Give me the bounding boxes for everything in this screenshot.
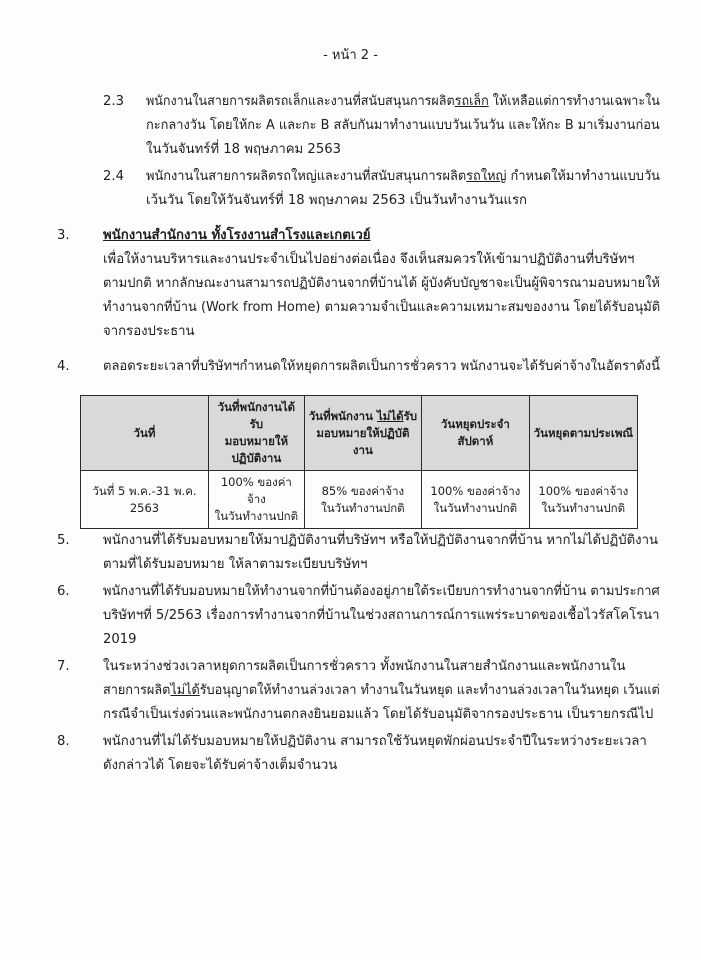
- cell-assigned-line-2: ในวันทำงานปกติ: [214, 509, 299, 523]
- header-not-assigned-text: วันที่พนักงาน: [308, 408, 377, 423]
- item-2-4-line-1-text: พนักงานในสายการผลิตรถใหญ่และงานที่สนับสนุนการผลิต: [146, 169, 467, 184]
- header-not-assigned: [304, 396, 421, 471]
- item-3-line-1: เพื่อให้งานบริหารและงานประจำเป็นไปอย่างต่อเนื่อง จึงเห็นสมควรให้เข้ามาปฏิบัติงานที่บริษัทฯ: [103, 252, 635, 267]
- item-7-line-3: กรณีจำเป็นเร่งด่วนและพนักงานตกลงยินยอมแล้ว โดยได้รับอนุมัติจากรองประธาน เป็นรายกรณีไป: [103, 707, 654, 722]
- header-not-assigned-line-1: [308, 408, 418, 425]
- table-header-row: [81, 396, 638, 471]
- header-assigned-line-2: มอบหมายให้: [224, 434, 289, 448]
- page-number: - หน้า 2 -: [323, 48, 378, 63]
- item-7-underlined-not: ไม่ได้: [170, 683, 200, 698]
- header-date: วันที่: [81, 396, 209, 471]
- item-4-number: 4.: [57, 359, 70, 374]
- item-3-number: 3.: [57, 228, 70, 243]
- item-2-3-line-1-text: พนักงานในสายการผลิตรถเล็กและงานที่สนับสนุนการผลิต: [146, 94, 455, 109]
- item-3-heading: พนักงานสำนักงาน ทั้งโรงงานสำโรงและเกตเวย์: [103, 228, 371, 243]
- item-2-3-underlined-small-car: รถเล็ก: [454, 94, 489, 109]
- cell-not-assigned-line-2: ในวันทำงานปกติ: [321, 500, 405, 515]
- header-weekly-holiday: วันหยุดประจำสัปดาห์: [422, 396, 530, 471]
- cell-traditional: [529, 471, 637, 529]
- item-2-4-line-1: [146, 169, 660, 185]
- item-2-4-line-1-rest: กำหนดให้มาทำงานแบบวัน: [506, 169, 660, 184]
- wage-rate-table: [80, 395, 638, 529]
- cell-date: วันที่ 5 พ.ค.-31 พ.ค. 2563: [81, 471, 209, 529]
- item-6-line-1: พนักงานที่ได้รับมอบหมายให้ทำงานจากที่บ้านต้องอยู่ภายใต้ระเบียบการทำงานจากที่บ้าน ตามประกาศ: [103, 584, 660, 599]
- cell-not-assigned-line-1: 85% ของค่าจ้าง: [321, 483, 405, 498]
- item-8-line-1: พนักงานที่ไม่ได้รับมอบหมายให้ปฏิบัติงาน สามารถใช้วันหยุดพักผ่อนประจำปีในระหว่างระยะเวลา: [103, 734, 647, 749]
- item-5-line-1: พนักงานที่ได้รับมอบหมายให้มาปฏิบัติงานที่บริษัทฯ หรือให้ปฏิบัติงานจากที่บ้าน หากไม่ได้ปฏิบัติงาน: [103, 533, 659, 548]
- item-6-number: 6.: [57, 584, 70, 599]
- item-7-number: 7.: [57, 659, 70, 674]
- item-7-line-2: [103, 683, 660, 699]
- cell-traditional-line-2: ในวันทำงานปกติ: [541, 500, 626, 515]
- item-3-line-3: ทำงานจากที่บ้าน (Work from Home) ตามความจำเป็นและความเหมาะสมของงาน โดยได้รับอนุมัติ: [103, 300, 661, 315]
- cell-assigned: [208, 471, 304, 529]
- item-2-3-line-1-rest: ให้เหลือแต่การทำงานเฉพาะใน: [488, 94, 660, 109]
- item-5-line-2: ตามที่ได้รับมอบหมาย ให้ลาตามระเบียบบริษัทฯ: [103, 557, 368, 572]
- table-row: [81, 471, 638, 529]
- item-7-line-1: ในระหว่างช่วงเวลาหยุดการผลิตเป็นการชั่วคราว ทั้งพนักงานในสายสำนักงานและพนักงานใน: [103, 659, 626, 674]
- cell-traditional-line-1: 100% ของค่าจ้าง: [538, 483, 629, 498]
- header-traditional-holiday: วันหยุดตามประเพณี: [529, 396, 637, 471]
- item-2-4-underlined-large-car: รถใหญ่: [466, 169, 507, 184]
- header-not-assigned-line-2: มอบหมายให้ปฏิบัติงาน: [316, 425, 410, 457]
- cell-assigned-line-1: 100% ของค่าจ้าง: [220, 475, 292, 506]
- item-2-3-number: 2.3: [103, 94, 124, 109]
- item-7-line-2-text: สายการผลิต: [103, 683, 171, 698]
- header-assigned-line-1: วันที่พนักงานได้รับ: [217, 400, 296, 431]
- cell-not-assigned: [304, 471, 421, 529]
- item-2-3-line-1: [146, 94, 660, 110]
- item-2-4-number: 2.4: [103, 169, 124, 184]
- cell-weekly-line-1: 100% ของค่าจ้าง: [430, 483, 521, 498]
- header-assigned-line-3: ปฏิบัติงาน: [231, 451, 282, 465]
- item-8-number: 8.: [57, 734, 70, 749]
- item-4-line-1: ตลอดระยะเวลาที่บริษัทฯกำหนดให้หยุดการผลิตเป็นการชั่วคราว พนักงานจะได้รับค่าจ้างในอัตราดังนี้: [103, 359, 661, 374]
- item-5-number: 5.: [57, 533, 70, 548]
- item-8-line-2: ดังกล่าวได้ โดยจะได้รับค่าจ้างเต็มจำนวน: [103, 758, 338, 773]
- cell-weekly-line-2: ในวันทำงานปกติ: [433, 500, 518, 515]
- item-6-line-3: 2019: [103, 632, 137, 647]
- item-3-line-4: จากรองประธาน: [103, 324, 195, 339]
- item-2-4-line-2: เว้นวัน โดยให้วันจันทร์ที่ 18 พฤษภาคม 2563 เป็นวันทำงานวันแรก: [146, 193, 528, 208]
- item-2-3-line-3: ในวันจันทร์ที่ 18 พฤษภาคม 2563: [146, 142, 341, 157]
- header-not-assigned-text-end: รับ: [403, 408, 418, 423]
- item-3-line-2: ตามปกติ หากลักษณะงานสามารถปฏิบัติงานจากที่บ้านได้ ผู้บังคับบัญชาจะเป็นผู้พิจารณามอบหมายให้: [103, 276, 660, 291]
- item-6-line-2: บริษัทฯที่ 5/2563 เรื่องการทำงานจากที่บ้านในช่วงสถานการณ์การแพร่ระบาดของเชื้อไวรัสโคโรนา: [103, 608, 660, 623]
- header-assigned: [208, 396, 304, 471]
- item-7-line-2-rest: รับอนุญาตให้ทำงานล่วงเวลา ทำงานในวันหยุด และทำงานล่วงเวลาในวันหยุด เว้นแต่: [199, 683, 660, 698]
- cell-weekly: [422, 471, 530, 529]
- header-not-assigned-underlined: ไม่ได้: [376, 408, 404, 423]
- item-2-3-line-2: กะกลางวัน โดยให้กะ A และกะ B สลับกันมาทำงานแบบวันเว้นวัน และให้กะ B มาเริ่มงานก่อน: [146, 118, 660, 133]
